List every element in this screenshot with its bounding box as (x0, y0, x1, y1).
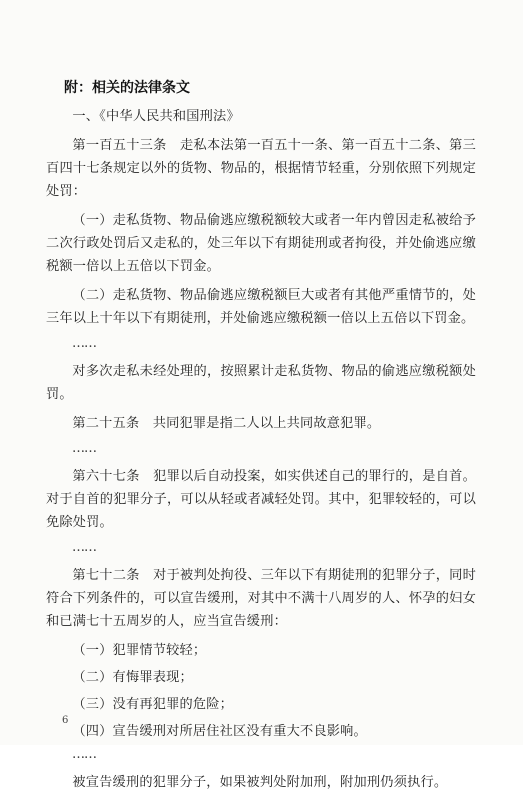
condition-item: （二）有悔罪表现； (72, 670, 193, 685)
probation-conditions-list (46, 639, 476, 743)
article-25: 第二十五条 共同犯罪是指二人以上共同故意犯罪。 (72, 416, 381, 431)
supplementary-penalty-paragraph: 被宣告缓刑的犯罪分子，如果被判处附加刑，附加刑仍须执行。 (72, 775, 448, 790)
page-number: 6 (62, 715, 69, 726)
article-67: 第六十七条 犯罪以后自动投案，如实供述自己的罪行的，是自首。对于自首的犯罪分子，可以从轻或者减轻处罚。其中，犯罪较轻的，可以免除处罚。 (46, 469, 476, 530)
ellipsis-2: …… (72, 441, 96, 456)
article-153: 第一百五十三条 走私本法第一百五十一条、第一百五十二条、第三百四十七条规定以外的货物、物品的，根据情节轻重，分别依照下列规定处罚： (46, 138, 476, 199)
ellipsis-1: …… (72, 336, 96, 351)
ellipsis-3: …… (72, 540, 96, 555)
condition-item: （四）宣告缓刑对所居住社区没有重大不良影响。 (72, 724, 367, 739)
ellipsis-4: …… (72, 747, 96, 762)
section-heading: 附：相关的法律条文 (64, 80, 190, 96)
article-153-clause-2: （二）走私货物、物品偷逃应缴税额巨大或者有其他严重情节的，处三年以上十年以下有期徒刑，并处偷逃应缴税额一倍以上五倍以下罚金。 (46, 288, 476, 326)
condition-item: （一）犯罪情节较轻； (72, 643, 207, 658)
law-title: 一、《中华人民共和国刑法》 (72, 109, 240, 124)
document-body (46, 77, 476, 800)
condition-item: （三）没有再犯罪的危险； (72, 697, 234, 712)
article-153-clause-1: （一）走私货物、物品偷逃应缴税额较大或者一年内曾因走私被给予二次行政处罚后又走私的，处三年以下有期徒刑或者拘役，并处偷逃应缴税额一倍以上五倍以下罚金。 (46, 213, 476, 274)
multiple-smuggling-paragraph: 对多次走私未经处理的，按照累计走私货物、物品的偷逃应缴税额处罚。 (46, 364, 476, 402)
article-72: 第七十二条 对于被判处拘役、三年以下有期徒刑的犯罪分子，同时符合下列条件的，可以宣告缓刑，对其中不满十八周岁的人、怀孕的妇女和已满七十五周岁的人，应当宣告缓刑： (46, 568, 476, 629)
